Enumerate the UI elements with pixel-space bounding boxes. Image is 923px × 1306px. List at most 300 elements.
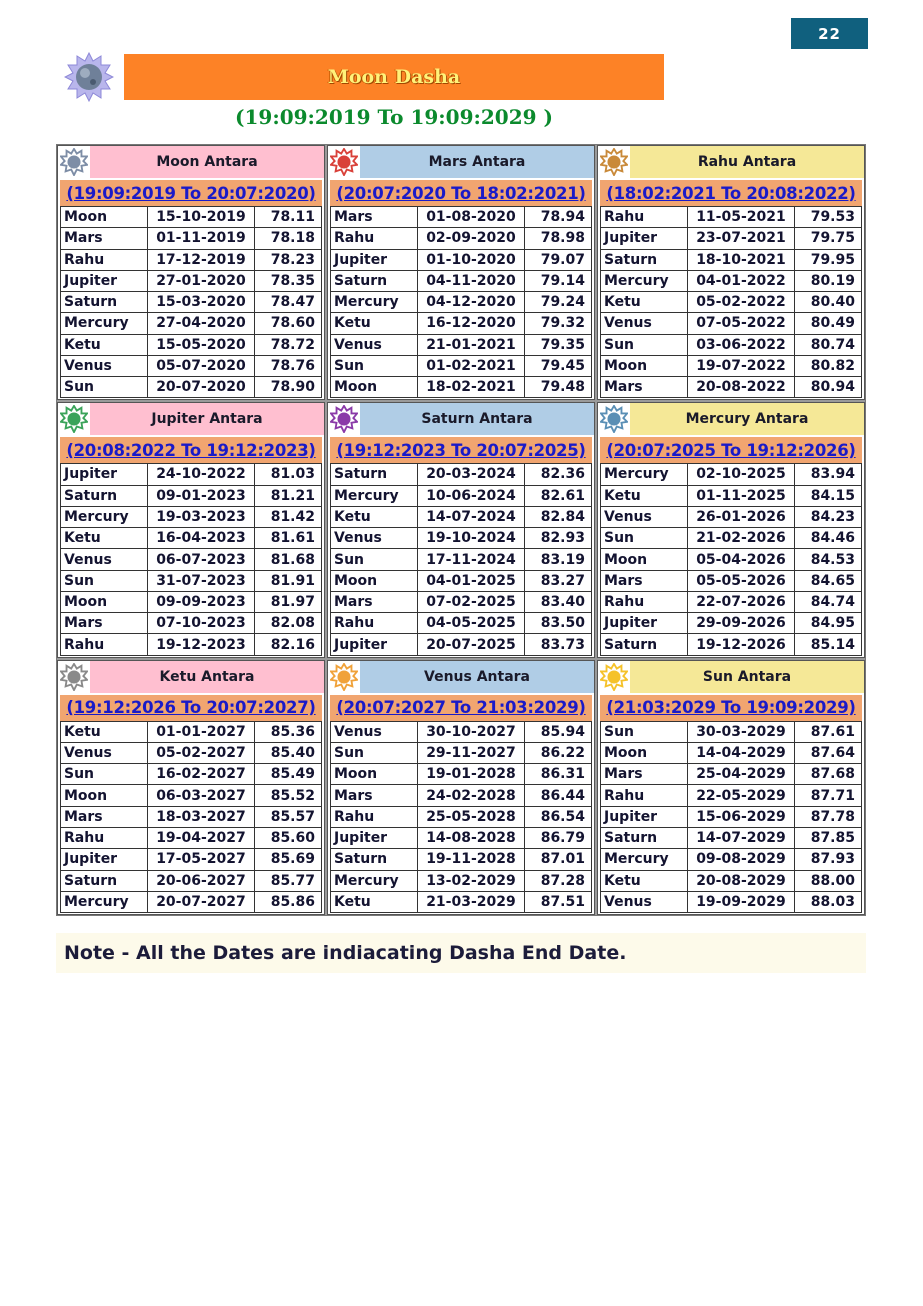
planet-name: Sun <box>330 549 418 569</box>
end-date: 19-01-2028 <box>418 764 525 784</box>
planet-name: Rahu <box>330 613 418 633</box>
planet-name: Mercury <box>600 464 688 484</box>
antara-table <box>330 721 592 913</box>
end-date: 14-07-2024 <box>418 507 525 527</box>
planet-name: Saturn <box>330 849 418 869</box>
antara-table <box>600 463 862 655</box>
sun-icon <box>598 661 630 693</box>
end-date: 31-07-2023 <box>148 571 255 591</box>
venus-icon <box>328 661 360 693</box>
jupiter-icon <box>58 403 90 435</box>
table-row <box>60 742 322 763</box>
table-row <box>60 548 322 569</box>
title-banner <box>124 54 664 100</box>
table-row <box>330 742 592 763</box>
end-date: 19-11-2028 <box>418 849 525 869</box>
end-date: 05-04-2026 <box>688 549 795 569</box>
page-number: 22 <box>791 18 868 49</box>
age-value: 79.14 <box>525 271 592 291</box>
table-row <box>600 548 862 569</box>
planet-name: Moon <box>60 207 148 227</box>
table-row <box>600 721 862 742</box>
age-value: 85.57 <box>255 807 322 827</box>
end-date: 18-10-2021 <box>688 250 795 270</box>
planet-name: Mercury <box>60 507 148 527</box>
planet-name: Jupiter <box>600 228 688 248</box>
planet-name: Mars <box>330 592 418 612</box>
age-value: 85.36 <box>255 722 322 742</box>
planet-name: Jupiter <box>330 250 418 270</box>
age-value: 82.61 <box>525 486 592 506</box>
age-value: 79.45 <box>525 356 592 376</box>
end-date: 07-02-2025 <box>418 592 525 612</box>
table-row <box>60 633 322 655</box>
planet-name: Sun <box>600 335 688 355</box>
planet-name: Sun <box>600 528 688 548</box>
age-value: 78.23 <box>255 250 322 270</box>
age-value: 86.22 <box>525 743 592 763</box>
end-date: 30-03-2029 <box>688 722 795 742</box>
age-value: 85.49 <box>255 764 322 784</box>
age-value: 85.77 <box>255 871 322 891</box>
table-row <box>330 312 592 333</box>
table-row <box>60 870 322 891</box>
planet-name: Ketu <box>60 528 148 548</box>
table-row <box>600 506 862 527</box>
end-date: 04-05-2025 <box>418 613 525 633</box>
table-row <box>600 891 862 913</box>
planet-name: Saturn <box>330 271 418 291</box>
planet-name: Sun <box>330 743 418 763</box>
table-row <box>600 485 862 506</box>
planet-name: Jupiter <box>60 849 148 869</box>
age-value: 88.00 <box>795 871 862 891</box>
rahu-icon <box>598 146 630 178</box>
antara-block <box>57 402 325 657</box>
planet-name: Sun <box>60 377 148 397</box>
end-date: 11-05-2021 <box>688 207 795 227</box>
antara-range: (19:12:2026 To 20:07:2027) <box>60 695 322 721</box>
table-row <box>330 891 592 913</box>
end-date: 16-04-2023 <box>148 528 255 548</box>
end-date: 27-04-2020 <box>148 313 255 333</box>
table-row <box>330 806 592 827</box>
antara-range: (21:03:2029 To 19:09:2029) <box>600 695 862 721</box>
table-row <box>330 527 592 548</box>
antara-title: Moon Antara <box>90 146 324 178</box>
table-row <box>60 249 322 270</box>
end-date: 20-08-2022 <box>688 377 795 397</box>
end-date: 18-02-2021 <box>418 377 525 397</box>
end-date: 19-12-2023 <box>148 634 255 654</box>
end-date: 10-06-2024 <box>418 486 525 506</box>
table-row <box>330 270 592 291</box>
planet-name: Saturn <box>600 634 688 654</box>
age-value: 80.74 <box>795 335 862 355</box>
end-date: 15-10-2019 <box>148 207 255 227</box>
planet-name: Mercury <box>60 313 148 333</box>
planet-name: Mars <box>330 207 418 227</box>
table-row <box>60 827 322 848</box>
age-value: 81.97 <box>255 592 322 612</box>
age-value: 84.46 <box>795 528 862 548</box>
table-row <box>60 591 322 612</box>
age-value: 79.35 <box>525 335 592 355</box>
footnote: Note - All the Dates are indiacating Dasha End Date. <box>56 933 866 973</box>
antara-title: Rahu Antara <box>630 146 864 178</box>
end-date: 21-01-2021 <box>418 335 525 355</box>
planet-name: Venus <box>330 722 418 742</box>
table-row <box>330 355 592 376</box>
end-date: 01-02-2021 <box>418 356 525 376</box>
end-date: 25-04-2029 <box>688 764 795 784</box>
end-date: 05-02-2027 <box>148 743 255 763</box>
age-value: 78.60 <box>255 313 322 333</box>
table-row <box>60 376 322 398</box>
table-row <box>60 334 322 355</box>
planet-name: Venus <box>60 549 148 569</box>
age-value: 85.40 <box>255 743 322 763</box>
age-value: 86.54 <box>525 807 592 827</box>
end-date: 22-07-2026 <box>688 592 795 612</box>
antara-block <box>327 660 595 915</box>
end-date: 09-01-2023 <box>148 486 255 506</box>
end-date: 22-05-2029 <box>688 785 795 805</box>
end-date: 20-07-2025 <box>418 634 525 654</box>
age-value: 87.93 <box>795 849 862 869</box>
moon-icon <box>58 146 90 178</box>
planet-name: Saturn <box>600 250 688 270</box>
table-row <box>600 612 862 633</box>
age-value: 87.51 <box>525 892 592 912</box>
planet-name: Venus <box>600 313 688 333</box>
antara-block <box>327 402 595 657</box>
table-row <box>60 527 322 548</box>
planet-name: Mars <box>60 613 148 633</box>
planet-name: Jupiter <box>330 828 418 848</box>
age-value: 82.93 <box>525 528 592 548</box>
table-row <box>600 355 862 376</box>
table-row <box>60 485 322 506</box>
antara-block <box>57 660 325 915</box>
age-value: 83.94 <box>795 464 862 484</box>
planet-name: Mars <box>60 228 148 248</box>
planet-name: Moon <box>330 377 418 397</box>
antara-block <box>597 402 865 657</box>
planet-name: Moon <box>600 743 688 763</box>
end-date: 02-09-2020 <box>418 228 525 248</box>
end-date: 14-08-2028 <box>418 828 525 848</box>
planet-name: Venus <box>330 528 418 548</box>
saturn-icon <box>328 403 360 435</box>
end-date: 19-04-2027 <box>148 828 255 848</box>
age-value: 85.86 <box>255 892 322 912</box>
age-value: 79.48 <box>525 377 592 397</box>
end-date: 13-02-2029 <box>418 871 525 891</box>
end-date: 16-12-2020 <box>418 313 525 333</box>
planet-name: Moon <box>330 764 418 784</box>
end-date: 15-03-2020 <box>148 292 255 312</box>
planet-name: Saturn <box>60 292 148 312</box>
age-value: 82.08 <box>255 613 322 633</box>
table-row <box>60 270 322 291</box>
antara-header <box>328 146 594 178</box>
age-value: 78.90 <box>255 377 322 397</box>
age-value: 84.65 <box>795 571 862 591</box>
planet-name: Moon <box>600 549 688 569</box>
planet-name: Rahu <box>60 828 148 848</box>
age-value: 79.95 <box>795 250 862 270</box>
table-row <box>600 827 862 848</box>
table-row <box>330 633 592 655</box>
planet-name: Saturn <box>60 871 148 891</box>
antara-range: (18:02:2021 To 20:08:2022) <box>600 180 862 206</box>
age-value: 85.94 <box>525 722 592 742</box>
table-row <box>600 206 862 227</box>
table-row <box>60 312 322 333</box>
table-row <box>330 376 592 398</box>
end-date: 26-01-2026 <box>688 507 795 527</box>
planet-name: Ketu <box>60 335 148 355</box>
end-date: 24-10-2022 <box>148 464 255 484</box>
end-date: 17-05-2027 <box>148 849 255 869</box>
planet-name: Mercury <box>330 292 418 312</box>
table-row <box>60 291 322 312</box>
end-date: 15-05-2020 <box>148 335 255 355</box>
planet-name: Moon <box>60 592 148 612</box>
table-row <box>60 806 322 827</box>
table-row <box>330 506 592 527</box>
end-date: 07-10-2023 <box>148 613 255 633</box>
age-value: 84.95 <box>795 613 862 633</box>
table-row <box>330 721 592 742</box>
table-row <box>330 485 592 506</box>
end-date: 04-01-2022 <box>688 271 795 291</box>
antara-table <box>330 463 592 655</box>
antara-block <box>597 145 865 400</box>
age-value: 81.21 <box>255 486 322 506</box>
age-value: 79.07 <box>525 250 592 270</box>
planet-name: Jupiter <box>330 634 418 654</box>
antara-header <box>58 661 324 693</box>
age-value: 78.76 <box>255 356 322 376</box>
antara-grid <box>56 144 866 916</box>
planet-name: Jupiter <box>60 464 148 484</box>
end-date: 02-10-2025 <box>688 464 795 484</box>
age-value: 78.35 <box>255 271 322 291</box>
antara-table <box>600 721 862 913</box>
age-value: 87.78 <box>795 807 862 827</box>
mercury-icon <box>598 403 630 435</box>
planet-name: Ketu <box>600 486 688 506</box>
antara-range: (20:07:2025 To 19:12:2026) <box>600 437 862 463</box>
antara-title: Mars Antara <box>360 146 594 178</box>
end-date: 01-08-2020 <box>418 207 525 227</box>
antara-table <box>60 206 322 398</box>
antara-range: (20:07:2027 To 21:03:2029) <box>330 695 592 721</box>
age-value: 82.84 <box>525 507 592 527</box>
age-value: 85.60 <box>255 828 322 848</box>
table-row <box>600 334 862 355</box>
planet-name: Rahu <box>600 207 688 227</box>
dasha-period: (19:09:2019 To 19:09:2029 ) <box>235 105 553 129</box>
antara-header <box>328 403 594 435</box>
end-date: 05-05-2026 <box>688 571 795 591</box>
planet-name: Mercury <box>600 271 688 291</box>
table-row <box>600 227 862 248</box>
end-date: 06-07-2023 <box>148 549 255 569</box>
table-row <box>600 784 862 805</box>
table-row <box>60 227 322 248</box>
age-value: 78.94 <box>525 207 592 227</box>
age-value: 78.11 <box>255 207 322 227</box>
table-row <box>600 591 862 612</box>
antara-block <box>597 660 865 915</box>
age-value: 80.94 <box>795 377 862 397</box>
planet-name: Ketu <box>600 871 688 891</box>
table-row <box>60 721 322 742</box>
planet-name: Mars <box>330 785 418 805</box>
end-date: 01-10-2020 <box>418 250 525 270</box>
antara-table <box>330 206 592 398</box>
age-value: 87.64 <box>795 743 862 763</box>
antara-title: Sun Antara <box>630 661 864 693</box>
mars-icon <box>328 146 360 178</box>
age-value: 80.49 <box>795 313 862 333</box>
planet-name: Venus <box>60 743 148 763</box>
planet-name: Moon <box>600 356 688 376</box>
planet-name: Mars <box>60 807 148 827</box>
table-row <box>600 270 862 291</box>
planet-name: Rahu <box>600 785 688 805</box>
table-row <box>330 848 592 869</box>
end-date: 19-12-2026 <box>688 634 795 654</box>
age-value: 80.40 <box>795 292 862 312</box>
age-value: 84.53 <box>795 549 862 569</box>
end-date: 03-06-2022 <box>688 335 795 355</box>
end-date: 25-05-2028 <box>418 807 525 827</box>
age-value: 87.68 <box>795 764 862 784</box>
end-date: 19-03-2023 <box>148 507 255 527</box>
end-date: 21-02-2026 <box>688 528 795 548</box>
table-row <box>600 742 862 763</box>
age-value: 83.50 <box>525 613 592 633</box>
table-row <box>330 784 592 805</box>
table-row <box>60 763 322 784</box>
age-value: 79.32 <box>525 313 592 333</box>
antara-header <box>598 403 864 435</box>
planet-name: Ketu <box>330 892 418 912</box>
age-value: 83.19 <box>525 549 592 569</box>
planet-name: Mercury <box>60 892 148 912</box>
planet-name: Sun <box>60 571 148 591</box>
table-row <box>60 784 322 805</box>
age-value: 88.03 <box>795 892 862 912</box>
planet-name: Jupiter <box>600 613 688 633</box>
antara-header <box>328 661 594 693</box>
end-date: 07-05-2022 <box>688 313 795 333</box>
end-date: 01-11-2019 <box>148 228 255 248</box>
planet-name: Venus <box>60 356 148 376</box>
end-date: 19-07-2022 <box>688 356 795 376</box>
table-row <box>330 291 592 312</box>
table-row <box>330 570 592 591</box>
age-value: 87.71 <box>795 785 862 805</box>
antara-title: Ketu Antara <box>90 661 324 693</box>
planet-name: Rahu <box>60 634 148 654</box>
age-value: 84.74 <box>795 592 862 612</box>
age-value: 87.28 <box>525 871 592 891</box>
planet-name: Sun <box>330 356 418 376</box>
end-date: 23-07-2021 <box>688 228 795 248</box>
age-value: 79.53 <box>795 207 862 227</box>
planet-name: Saturn <box>60 486 148 506</box>
antara-header <box>58 146 324 178</box>
end-date: 15-06-2029 <box>688 807 795 827</box>
table-row <box>600 570 862 591</box>
table-row <box>330 548 592 569</box>
end-date: 01-01-2027 <box>148 722 255 742</box>
antara-range: (19:12:2023 To 20:07:2025) <box>330 437 592 463</box>
moon-planet-icon <box>64 52 114 102</box>
planet-name: Ketu <box>600 292 688 312</box>
end-date: 19-10-2024 <box>418 528 525 548</box>
antara-header <box>58 403 324 435</box>
age-value: 78.47 <box>255 292 322 312</box>
end-date: 05-07-2020 <box>148 356 255 376</box>
antara-range: (20:08:2022 To 19:12:2023) <box>60 437 322 463</box>
age-value: 81.61 <box>255 528 322 548</box>
table-row <box>600 527 862 548</box>
age-value: 83.40 <box>525 592 592 612</box>
table-row <box>330 827 592 848</box>
end-date: 20-07-2020 <box>148 377 255 397</box>
planet-name: Saturn <box>330 464 418 484</box>
end-date: 21-03-2029 <box>418 892 525 912</box>
page-title: Moon Dasha <box>327 66 461 88</box>
age-value: 78.98 <box>525 228 592 248</box>
end-date: 17-12-2019 <box>148 250 255 270</box>
table-row <box>600 806 862 827</box>
age-value: 81.03 <box>255 464 322 484</box>
age-value: 79.75 <box>795 228 862 248</box>
age-value: 85.14 <box>795 634 862 654</box>
age-value: 80.19 <box>795 271 862 291</box>
planet-name: Mars <box>600 571 688 591</box>
end-date: 04-01-2025 <box>418 571 525 591</box>
age-value: 84.15 <box>795 486 862 506</box>
planet-name: Saturn <box>600 828 688 848</box>
age-value: 79.24 <box>525 292 592 312</box>
planet-name: Mercury <box>600 849 688 869</box>
table-row <box>330 334 592 355</box>
table-row <box>600 763 862 784</box>
planet-name: Rahu <box>60 250 148 270</box>
planet-name: Jupiter <box>60 271 148 291</box>
age-value: 82.16 <box>255 634 322 654</box>
planet-name: Venus <box>600 507 688 527</box>
end-date: 17-11-2024 <box>418 549 525 569</box>
table-row <box>330 249 592 270</box>
table-row <box>600 870 862 891</box>
antara-table <box>60 463 322 655</box>
antara-title: Saturn Antara <box>360 403 594 435</box>
age-value: 81.68 <box>255 549 322 569</box>
end-date: 16-02-2027 <box>148 764 255 784</box>
antara-title: Mercury Antara <box>630 403 864 435</box>
table-row <box>60 355 322 376</box>
antara-title: Venus Antara <box>360 661 594 693</box>
